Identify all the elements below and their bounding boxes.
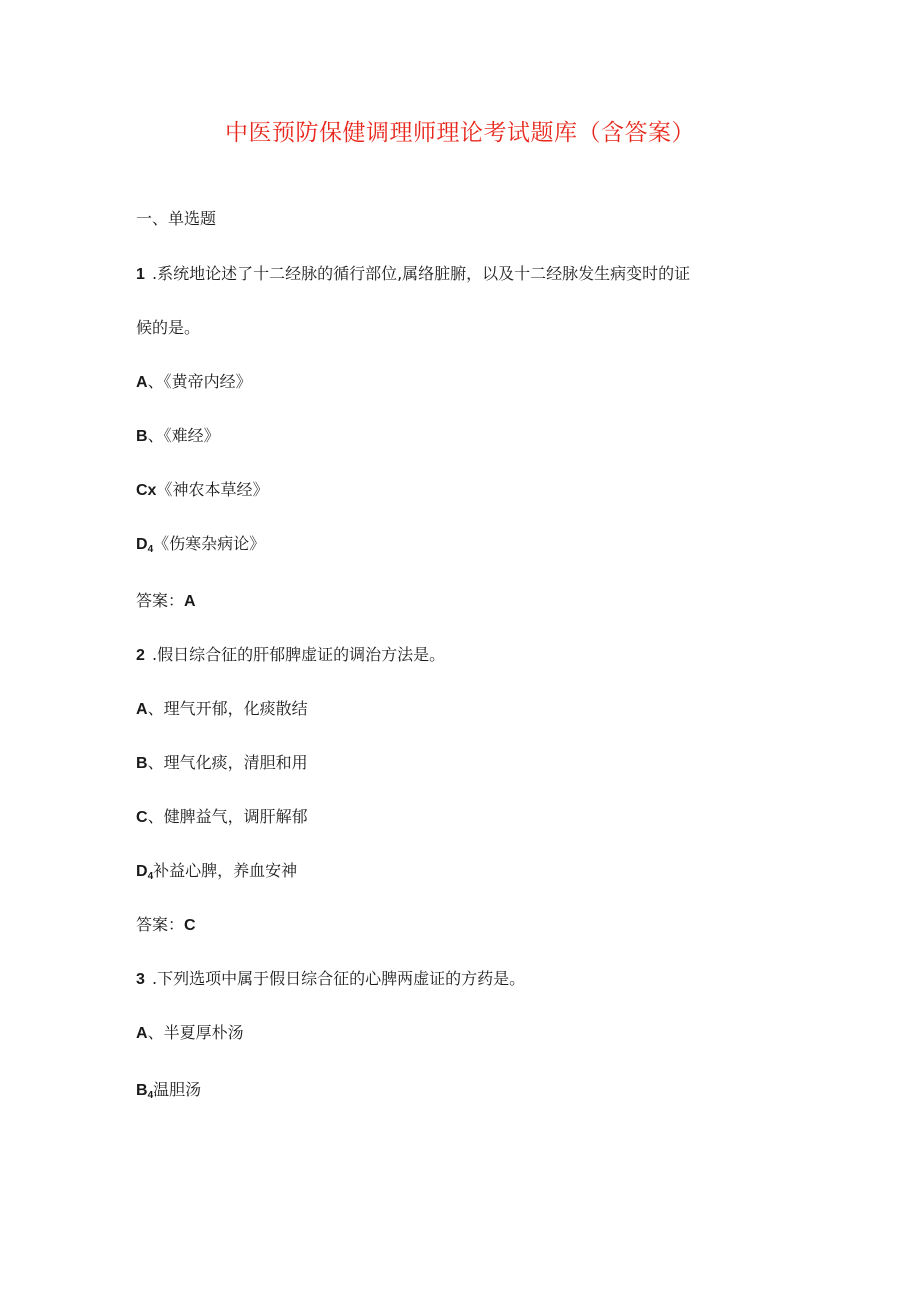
question-3-option-b [136, 1079, 201, 1107]
question-1-stem [136, 263, 690, 286]
section-heading: 一、单选题 [136, 209, 217, 228]
option-marker: B [136, 755, 148, 772]
option-marker: A [136, 701, 148, 718]
option-text: 理气开郁，化痰散结 [163, 699, 308, 718]
option-separator: 、 [147, 807, 164, 826]
option-marker: A [136, 1025, 148, 1042]
option-separator: 、 [147, 699, 164, 718]
page-title: 中医预防保健调理师理论考试题库（含答案） [225, 120, 695, 146]
question-1-option-c [136, 479, 268, 502]
option-marker: A [136, 374, 148, 391]
option-marker: D [136, 536, 148, 553]
answer-value: A [184, 593, 196, 610]
question-1-stem-continued: 候的是。 [136, 318, 201, 337]
question-text: .系统地论述了十二经脉的循行部位,属络脏腑，以及十二经脉发生病变时的证 [152, 264, 691, 283]
question-1-option-b [136, 425, 220, 448]
question-text: .下列选项中属于假日综合征的心脾两虚证的方药是。 [152, 969, 526, 988]
option-text: 《神农本草经》 [156, 480, 269, 499]
option-text: 健脾益气，调肝解郁 [163, 807, 308, 826]
question-3-stem [136, 968, 525, 991]
question-1-option-d [136, 533, 265, 561]
question-2-option-c [136, 806, 308, 829]
question-number: 1 [136, 266, 145, 283]
option-marker: Cx [136, 482, 157, 499]
question-2-option-b [136, 752, 308, 775]
answer-label: 答案： [136, 915, 185, 934]
option-marker: B [136, 1082, 148, 1099]
question-2-stem [136, 644, 445, 667]
option-separator: 、 [147, 372, 164, 391]
answer-label: 答案： [136, 591, 185, 610]
option-separator: 、 [147, 753, 164, 772]
question-2-option-d [136, 860, 297, 888]
question-2-answer [136, 914, 196, 937]
option-text: 温胆汤 [153, 1080, 202, 1099]
option-separator: 、 [147, 1023, 164, 1042]
question-2-option-a [136, 698, 308, 721]
option-separator: 4 [147, 1090, 154, 1101]
question-number: 2 [136, 647, 145, 664]
question-3-option-a [136, 1022, 244, 1045]
option-separator: 4 [147, 544, 154, 555]
question-1-answer [136, 590, 196, 613]
question-text: .假日综合征的肝郁脾虚证的调治方法是。 [152, 645, 446, 664]
option-text: 半夏厚朴汤 [163, 1023, 244, 1042]
option-text: 《难经》 [163, 426, 220, 445]
option-separator: 4 [147, 871, 154, 882]
question-1-option-a [136, 371, 252, 394]
option-marker: D [136, 863, 148, 880]
option-text: 《黄帝内经》 [163, 372, 252, 391]
answer-value: C [184, 917, 196, 934]
option-separator: 、 [147, 426, 164, 445]
question-number: 3 [136, 971, 145, 988]
option-text: 补益心脾，养血安神 [153, 861, 298, 880]
option-marker: C [136, 809, 148, 826]
option-marker: B [136, 428, 148, 445]
option-text: 《伤寒杂病论》 [153, 534, 266, 553]
option-text: 理气化痰，清胆和用 [163, 753, 308, 772]
